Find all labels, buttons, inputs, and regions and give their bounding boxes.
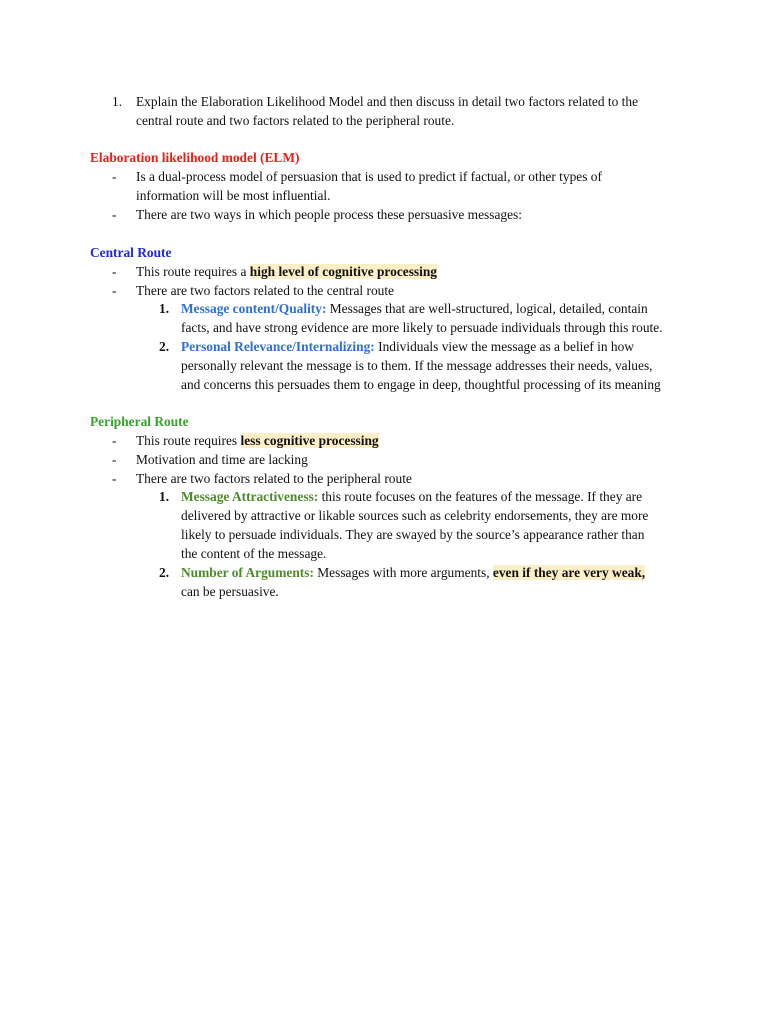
central-factor2-text: Individuals view the message as a belief in how	[374, 339, 634, 354]
question-text-line1: Explain the Elaboration Likelihood Model and then discuss in detail two factors related to the	[136, 94, 639, 109]
question-text-line2: central route and two factors related to the peripheral route.	[136, 113, 455, 128]
peripheral-bullet3: There are two factors related to the peripheral route	[136, 471, 412, 486]
elm-bullet1-line1: Is a dual-process model of persuasion that is used to predict if factual, or other types of	[136, 169, 602, 184]
peripheral-factor1-line3: likely to persuade individuals. They are swayed by the source’s appearance rather than	[181, 527, 645, 542]
central-bullet1	[136, 262, 437, 281]
peripheral-factor1-line2: delivered by attractive or likable sources such as celebrity endorsements, they are more	[181, 508, 649, 523]
dash-bullet: -	[112, 283, 117, 298]
central-bullet2: There are two factors related to the central route	[136, 283, 395, 298]
dash-bullet: -	[112, 207, 117, 222]
peripheral-factor2-line1	[181, 563, 645, 582]
elm-bullet2: There are two ways in which people process these persuasive messages:	[136, 207, 522, 222]
central-factor1-text: Messages that are well-structured, logical, detailed, contain	[326, 301, 648, 316]
elm-heading: Elaboration likelihood model (ELM)	[90, 150, 300, 165]
central-factor2-line2: personally relevant the message is to them. If the message addresses their needs, values,	[181, 358, 653, 373]
peripheral-factor2-term: Number of Arguments:	[181, 565, 314, 580]
central-factor1-line1	[181, 299, 648, 318]
peripheral-factor2-number: 2.	[159, 565, 170, 580]
question-number: 1.	[112, 94, 123, 109]
peripheral-heading: Peripheral Route	[90, 414, 189, 429]
peripheral-bullet1-highlight: less cognitive processing	[240, 433, 379, 448]
peripheral-factor1-number: 1.	[159, 489, 170, 504]
peripheral-bullet1	[136, 431, 379, 450]
peripheral-factor2-text: Messages with more arguments,	[313, 565, 493, 580]
central-factor2-line3: and concerns this persuades them to engage in deep, thoughtful processing of its meaning	[181, 377, 661, 392]
central-factor2-term: Personal Relevance/Internalizing:	[181, 339, 375, 354]
central-heading: Central Route	[90, 245, 172, 260]
central-factor2-number: 2.	[159, 339, 170, 354]
dash-bullet: -	[112, 433, 117, 448]
central-factor2-line1	[181, 337, 634, 356]
elm-bullet1-line2: information will be most influential.	[136, 188, 331, 203]
dash-bullet: -	[112, 169, 117, 184]
central-bullet1-highlight: high level of cognitive processing	[249, 264, 437, 279]
central-bullet1-prefix: This route requires a	[136, 264, 250, 279]
dash-bullet: -	[112, 471, 117, 486]
central-factor1-term: Message content/Quality:	[181, 301, 327, 316]
dash-bullet: -	[112, 452, 117, 467]
peripheral-factor1-text: this route focuses on the features of the message. If they are	[318, 489, 643, 504]
peripheral-factor2-highlight: even if they are very weak,	[492, 565, 646, 580]
central-factor1-number: 1.	[159, 301, 170, 316]
dash-bullet: -	[112, 264, 117, 279]
peripheral-factor1-line4: the content of the message.	[181, 546, 327, 561]
peripheral-factor2-line2: can be persuasive.	[181, 584, 279, 599]
peripheral-factor1-term: Message Attractiveness:	[181, 489, 319, 504]
peripheral-bullet1-prefix: This route requires	[136, 433, 241, 448]
peripheral-factor1-line1	[181, 487, 642, 506]
central-factor1-line2: facts, and have strong evidence are more likely to persuade individuals through this route.	[181, 320, 663, 335]
peripheral-bullet2: Motivation and time are lacking	[136, 452, 308, 467]
